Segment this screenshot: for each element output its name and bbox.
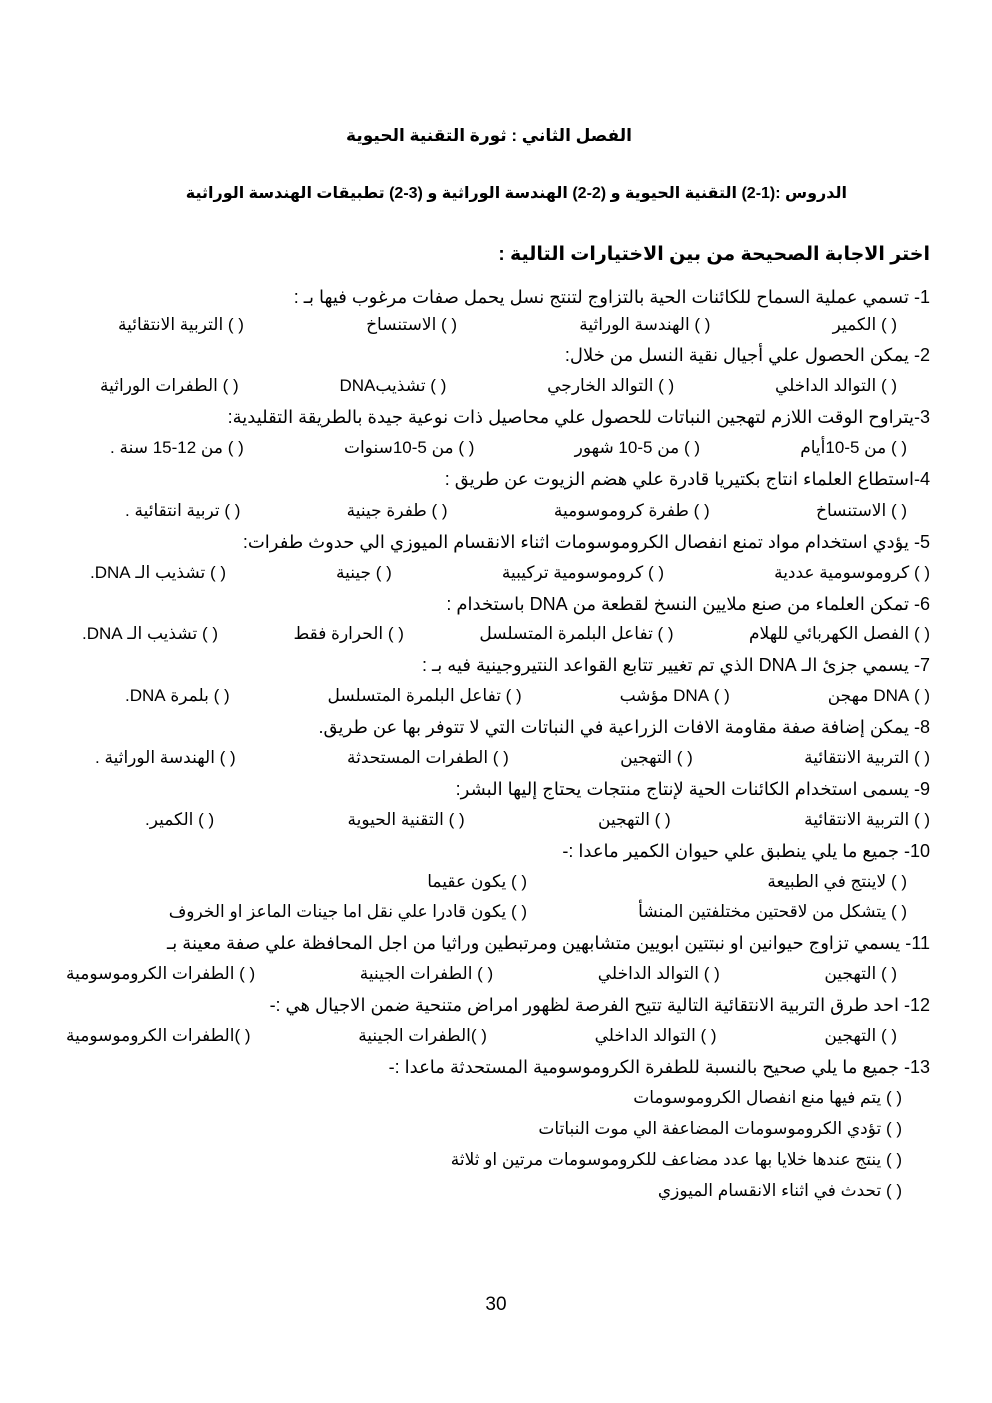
option[interactable]: ( ) الطفرات الوراثية xyxy=(100,376,239,395)
option[interactable]: ( ) جينية xyxy=(336,563,392,582)
options-q11 xyxy=(66,962,897,986)
option[interactable]: ( ) كروموسومية تركيبية xyxy=(501,563,665,582)
option[interactable]: ( ) تشذيبDNA xyxy=(339,376,447,395)
options-q9 xyxy=(145,808,930,832)
lessons-line: الدروس :(1-2) التقنية الحيوية و (2-2) الهندسة الوراثية و (3-2) تطبيقات الهندسة الوراثية xyxy=(185,185,847,202)
option[interactable]: ( ) التربية الانتقائية xyxy=(118,315,244,334)
option[interactable]: ( ) الهندسة الوراثية xyxy=(579,315,711,334)
options-q12 xyxy=(66,1024,897,1048)
instruction: اختر الاجابة الصحيحة من بين الاختيارات التالية : xyxy=(498,244,930,265)
option[interactable]: ( ) الطفرات المستحدثة xyxy=(347,748,509,767)
option[interactable]: ( ) ينتج عندها خلايا بها عدد مضاعف للكروموسومات مرتين او ثلاثة xyxy=(450,1150,902,1169)
option[interactable]: ( ) يكون قادرا علي نقل اما جينات الماعز او الخروف xyxy=(168,902,527,921)
option[interactable]: ( )الطفرات الكروموسومية xyxy=(66,1026,251,1045)
options-q2 xyxy=(100,374,897,398)
chapter-title: الفصل الثاني : ثورة التقنية الحيوية xyxy=(346,126,632,145)
option[interactable]: ( ) طفرة كروموسومية xyxy=(553,501,710,520)
option[interactable]: ( ) DNA مهجن xyxy=(827,686,930,705)
option[interactable]: ( ) يكون عقيما xyxy=(427,872,527,891)
option[interactable]: ( ) بلمرة DNA. xyxy=(125,686,230,705)
option[interactable]: ( ) تفاعل البلمرة المتسلسل xyxy=(479,624,674,643)
option[interactable]: ( ) تشذيب الـ DNA. xyxy=(82,624,218,643)
question-7: 7- يسمي جزئ الـ DNA الذي تم تغيير تتابع القواعد النتيروجينية فيه بـ : xyxy=(422,655,930,675)
option[interactable]: ( ) من 5-10 شهور xyxy=(574,438,701,457)
question-8: 8- يمكن إضافة صفة مقاومة الافات الزراعية في النباتات التي لا تتوفر بها عن طريق. xyxy=(318,717,930,737)
option[interactable]: ( ) طفرة جينية xyxy=(346,501,448,520)
option[interactable]: ( ) الاستنساخ xyxy=(815,501,907,520)
option[interactable]: ( ) التهجين xyxy=(598,810,671,829)
option[interactable]: ( ) من 5-10سنوات xyxy=(343,438,475,457)
option[interactable]: ( ) التوالد الداخلي xyxy=(597,964,720,983)
option[interactable]: ( ) الفصل الكهربائي للهلام xyxy=(749,624,930,643)
question-9: 9- يسمى استخدام الكائنات الحية لإنتاج منتجات يحتاج إليها البشر: xyxy=(455,779,930,799)
option[interactable]: ( ) من 5-10أيام xyxy=(800,438,907,457)
option[interactable]: ( ) الطفرات الكروموسومية xyxy=(66,964,256,983)
options-q3 xyxy=(110,436,907,460)
question-2: 2- يمكن الحصول علي أجيال نقية النسل من خلال: xyxy=(564,345,930,365)
options-q5 xyxy=(90,561,930,585)
options-q7 xyxy=(125,684,930,708)
option[interactable]: ( ) كروموسومية عددية xyxy=(774,563,930,582)
options-q6 xyxy=(82,622,930,646)
option[interactable]: ( )الطفرات الجينية xyxy=(358,1026,487,1045)
option[interactable]: ( ) يتم فيها منع انفصال الكروموسومات xyxy=(633,1088,902,1107)
page-number: 30 xyxy=(485,1294,507,1315)
question-3: 3-يتراوح الوقت اللازم لتهجين النباتات للحصول علي محاصيل ذات نوعية جيدة بالطريقة التقليدية: xyxy=(227,407,930,427)
options-q1 xyxy=(118,313,897,337)
option[interactable]: ( ) التوالد الداخلي xyxy=(594,1026,717,1045)
option[interactable]: ( ) الكمير xyxy=(832,315,897,334)
option[interactable]: ( ) تحدث في اثناء الانقسام الميوزي xyxy=(657,1181,902,1200)
question-12: 12- احد طرق التربية الانتقائية التالية تتيح الفرصة لظهور امراض متنحية ضمن الاجيال هي :- xyxy=(269,995,930,1015)
option[interactable]: ( ) تؤدي الكروموسومات المضاعفة الي موت النباتات xyxy=(538,1119,902,1138)
option[interactable]: ( ) تشذيب الـ DNA. xyxy=(90,563,226,582)
option[interactable]: ( ) الاستنساخ xyxy=(366,315,458,334)
options-q4 xyxy=(125,499,907,523)
option[interactable]: ( ) الحرارة فقط xyxy=(293,624,404,643)
question-10: 10- جميع ما يلي ينطبق علي حيوان الكمير ماعدا :- xyxy=(562,841,930,861)
option[interactable]: ( ) التربية الانتقائية xyxy=(804,810,930,829)
option[interactable]: ( ) الهندسة الوراثية . xyxy=(95,748,236,767)
option[interactable]: ( ) DNA مؤشب xyxy=(619,686,730,705)
option[interactable]: ( ) تفاعل البلمرة المتسلسل xyxy=(327,686,522,705)
question-5: 5- يؤدي استخدام مواد تمنع انفصال الكروموسومات اثناء الانقسام الميوزي الي حدوث طفرات: xyxy=(242,532,930,552)
option[interactable]: ( ) التهجين xyxy=(620,748,693,767)
question-11: 11- يسمي تزاوج حيوانين او نبتتين ابويين متشابهين ومرتبطين وراثيا من اجل المحافظة علي صفة معينة بـ xyxy=(167,933,930,953)
question-1: 1- تسمي عملية السماح للكائنات الحية بالتزاوج لتنتج نسل يحمل صفات مرغوب فيها بـ : xyxy=(293,287,930,307)
question-4: 4-استطاع العلماء انتاج بكتيريا قادرة علي هضم الزيوت عن طريق : xyxy=(444,469,930,489)
option[interactable]: ( ) التقنية الحيوية xyxy=(347,810,465,829)
option[interactable]: ( ) التهجين xyxy=(824,1026,897,1045)
option[interactable]: ( ) التهجين xyxy=(824,964,897,983)
option[interactable]: ( ) التربية الانتقائية xyxy=(804,748,930,767)
question-13: 13- جميع ما يلي صحيح بالنسبة للطفرة الكروموسومية المستحدثة ماعدا :- xyxy=(388,1057,930,1077)
option[interactable]: ( ) التوالد الداخلي xyxy=(775,376,897,395)
option[interactable]: ( ) تربية انتقائية . xyxy=(125,501,241,520)
option[interactable]: ( ) يتشكل من لاقحتين مختلفتين المنشأ xyxy=(638,902,907,921)
option[interactable]: ( ) لاينتج في الطبيعة xyxy=(767,872,907,891)
option[interactable]: ( ) الكمير. xyxy=(145,810,215,829)
option[interactable]: ( ) التوالد الخارجي xyxy=(547,376,675,395)
question-6: 6- تمكن العلماء من صنع ملايين النسخ لقطعة من DNA باستخدام : xyxy=(446,594,930,614)
option[interactable]: ( ) الطفرات الجينية xyxy=(359,964,494,983)
option[interactable]: ( ) من 12-15 سنة . xyxy=(110,438,244,457)
options-q8 xyxy=(95,746,930,770)
